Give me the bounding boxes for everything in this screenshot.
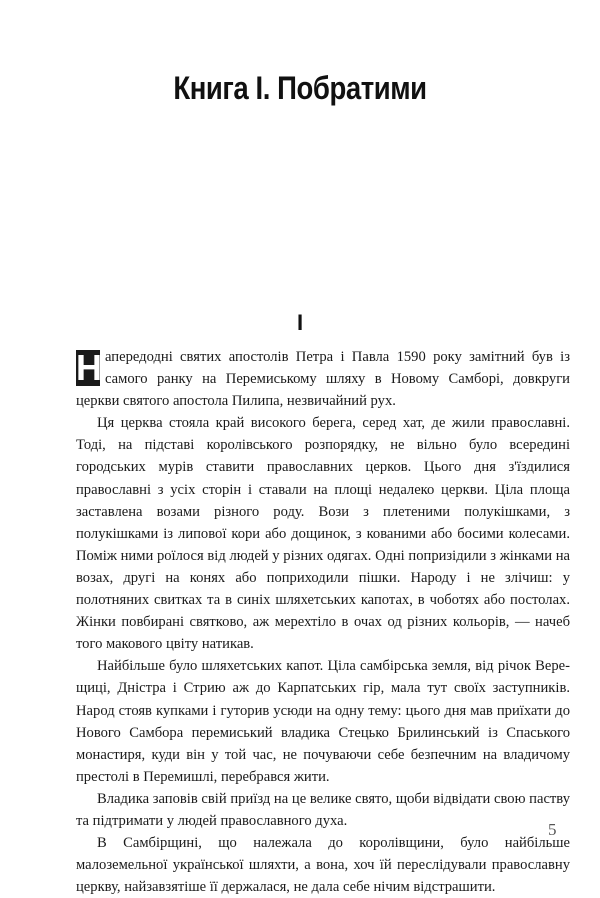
paragraph-text: апередодні святих апостолів Петра і Павла 1590 року замітний був із самого ранку на Перемиському шляху в Новому Самборі, довкруги церкви святого апостола Пилипа, незвичайний рух. bbox=[76, 349, 570, 410]
paragraph bbox=[76, 346, 570, 412]
paragraph: Владика заповів свій приїзд на це велике свято, щоби відвідати свою паству та підтримати у людей православного духа. bbox=[76, 790, 570, 829]
paragraph: Найбільше було шляхетських капот. Ціла самбірська земля, від річок Верещиці, Дністра і Стрию аж до Карпатських гір, мала тут своїх заступників. Народ стояв купками і гуторив усюди на одну тему: цього дня мав приїхати до Нового Самбора перемиський владика Стецько Брилинський із Спаського монастиря, куди він у той час, не почуваючи себе безпечним на владичому престолі в Перемишлі, перебрався жити. bbox=[76, 658, 570, 785]
page-number: 5 bbox=[548, 820, 557, 839]
chapter-number: I bbox=[296, 310, 304, 335]
paragraph: Ця церква стояла край високого берега, серед хат, де жили православні. Тоді, на підставі королівського розпорядку, не вільно було всередині городських мурів ставити православних церков. Цього дня з'їздилися православні з усіх сторін і ставали на площі недалеко церкви. Ціла площа заставлена возами різного роду. Вози з плетеними полукішками, з полукішками із липової кори або дощинок, з кованими або босими колесами. Поміж ними роїлося від людей у різних одягах. Одні попризідили з жінками на возах, другі на конях або поприходили пішки. Народу і не злічиш: у полотняних свитках та в синіх шляхетських капотах, в чоботях або постолах. Жінки повбирані святково, аж мерехтіло в очах од різних кольорів, — начеб того макового цвіту натикав. bbox=[76, 415, 570, 653]
drop-cap: Н bbox=[76, 347, 102, 388]
body-text bbox=[76, 346, 570, 898]
paragraph: В Самбірщині, що належала до королівщини, було найбільше малоземельної української шляхти, а вона, хоч їй переслідували православну церкву, найзавзятіше її держалася, не дала себе нічим відстрашити. bbox=[76, 835, 570, 896]
book-title: Книга I. Побратими bbox=[173, 70, 427, 106]
